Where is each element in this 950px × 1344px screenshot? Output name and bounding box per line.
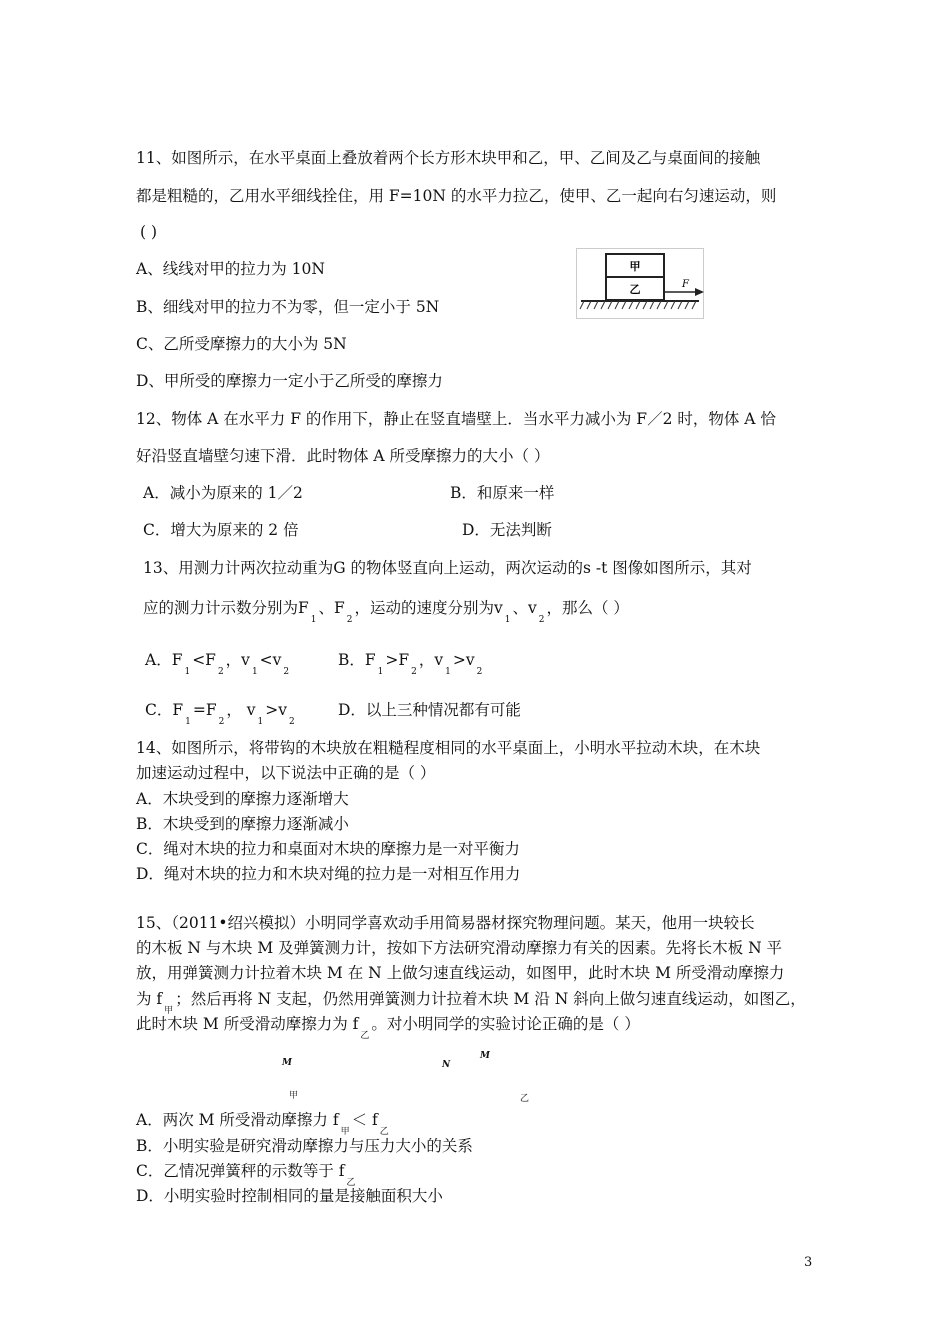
q14-line-2: 加速运动过程中，以下说法中正确的是（ ） (136, 764, 436, 782)
q11-option-a: A、线线对甲的拉力为 10N (136, 260, 325, 278)
q15-figure-caption-jia: 甲 (289, 1091, 299, 1101)
force-label: F (682, 279, 689, 290)
q11-answer-blank: ( ) (140, 223, 158, 241)
q12-option-d: D．无法判断 (462, 521, 552, 539)
q15-line-2: 的木板 N 与木块 M 及弹簧测力计，按如下方法研究滑动摩擦力有关的因素。先将长木板 N 平 (136, 939, 783, 957)
q14-option-c: C．绳对木块的拉力和桌面对木块的摩擦力是一对平衡力 (136, 840, 520, 858)
q15-figure-label-m1: M (282, 1058, 292, 1068)
q15-figure-caption-yi: 乙 (520, 1094, 530, 1104)
q11-figure-blocks (576, 248, 706, 320)
q14-line-1: 14、如图所示，将带钩的木块放在粗糙程度相同的水平桌面上，小明水平拉动木块，在木块 (136, 739, 761, 757)
q13-line-1: 13、用测力计两次拉动重为G 的物体竖直向上运动，两次运动的s -t 图像如图所示，其对 (143, 559, 752, 577)
block-yi-label: 乙 (629, 283, 641, 296)
ground-hatch (580, 301, 696, 309)
q13-option-a: A．$F_1<F_2$，$v_1<v_2$ (145, 651, 290, 677)
q11-line-1: 11、如图所示，在水平桌面上叠放着两个长方形木块甲和乙，甲、乙间及乙与桌面间的接触 (136, 149, 761, 167)
q12-line-1: 12、物体 A 在水平力 F 的作用下，静止在竖直墙壁上．当水平力减小为 F／2 时，物体 A 恰 (136, 410, 776, 428)
q15-option-c: C．乙情况弹簧秤的示数等于 $f_乙$ (136, 1162, 356, 1188)
q15-option-b: B．小明实验是研究滑动摩擦力与压力大小的关系 (136, 1137, 473, 1155)
q14-option-a: A．木块受到的摩擦力逐渐增大 (136, 790, 349, 808)
q15-line-5: 此时木块 M 所受滑动摩擦力为 $f_乙$。对小明同学的实验讨论正确的是（ ） (136, 1015, 640, 1041)
q15-figure-label-m2: M (480, 1051, 490, 1061)
q15-figure-label-n: N (442, 1060, 451, 1070)
force-arrow-head (695, 288, 704, 296)
page-number: 3 (804, 1255, 813, 1270)
q11-option-b: B、细线对甲的拉力不为零，但一定小于 5N (136, 298, 440, 316)
q15-line-1: 15、（2011•绍兴模拟）小明同学喜欢动手用简易器材探究物理问题。某天，他用一块较长 (136, 914, 755, 932)
q15-line-3: 放，用弹簧测力计拉着木块 M 在 N 上做匀速直线运动，如图甲，此时木块 M 所受滑动摩擦力 (136, 964, 785, 982)
q14-option-b: B．木块受到的摩擦力逐渐减小 (136, 815, 349, 833)
q15-option-d: D．小明实验时控制相同的量是接触面积大小 (136, 1187, 443, 1205)
q15-line-4: 为 $f_甲$；然后再将 N 支起，仍然用弹簧测力计拉着木块 M 沿 N 斜向上做匀速直线运动，如图乙， (136, 990, 806, 1016)
q12-option-b: B．和原来一样 (450, 484, 555, 502)
q13-line-2: 应的测力计示数分别为$F_1$、$F_2$，运动的速度分别为$v_1$、$v_2$，那么（ ） (143, 599, 629, 625)
q12-option-a: A．减小为原来的 1／2 (143, 484, 303, 502)
q13-option-c: C．$F_1=F_2$， $v_1>v_2$ (145, 701, 295, 727)
q12-line-2: 好沿竖直墙壁匀速下滑．此时物体 A 所受摩擦力的大小（ ） (136, 447, 550, 465)
block-jia-label: 甲 (629, 260, 641, 273)
q11-option-d: D、甲所受的摩擦力一定小于乙所受的摩擦力 (136, 372, 443, 390)
q11-line-2: 都是粗糙的，乙用水平细线拴住，用 F=10N 的水平力拉乙，使甲、乙一起向右匀速运动，则 (136, 187, 777, 205)
q13-option-b: B．$F_1>F_2$，$v_1>v_2$ (338, 651, 483, 677)
q11-option-c: C、乙所受摩擦力的大小为 5N (136, 335, 347, 353)
q14-option-d: D．绳对木块的拉力和木块对绳的拉力是一对相互作用力 (136, 865, 521, 883)
q13-option-d: D．以上三种情况都有可能 (338, 701, 521, 719)
q15-option-a: A．两次 M 所受滑动摩擦力 $f_甲< f_乙$ (136, 1111, 389, 1137)
q12-option-c: C．增大为原来的 2 倍 (143, 521, 299, 539)
